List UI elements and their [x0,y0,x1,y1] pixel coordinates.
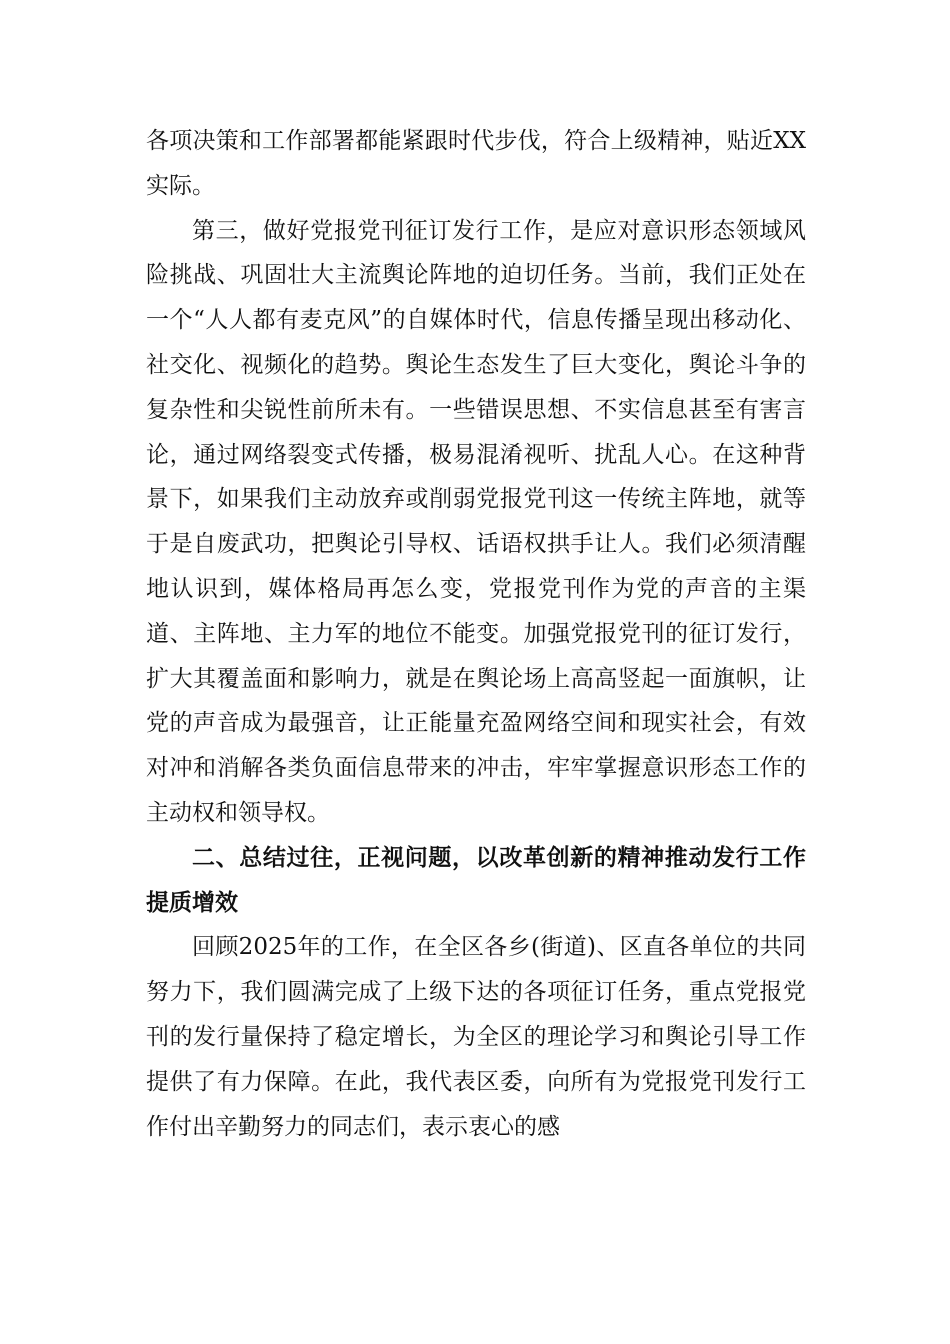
paragraph-third-point: 第三，做好党报党刊征订发行工作，是应对意识形态领域风险挑战、巩固壮大主流舆论阵地的迫切任务。当前，我们正处在一个“人人都有麦克风”的自媒体时代，信息传播呈现出移动化、社交化、视频化的趋势。舆论生态发生了巨大变化，舆论斗争的复杂性和尖锐性前所未有。一些错误思想、不实信息甚至有害言论，通过网络裂变式传播，极易混淆视听、扰乱人心。在这种背景下，如果我们主动放弃或削弱党报党刊这一传统主阵地，就等于是自废武功，把舆论引导权、话语权拱手让人。我们必须清醒地认识到，媒体格局再怎么变，党报党刊作为党的声音的主渠道、主阵地、主力军的地位不能变。加强党报党刊的征订发行，扩大其覆盖面和影响力，就是在舆论场上高高竖起一面旗帜，让党的声音成为最强音，让正能量充盈网络空间和现实社会，有效对冲和消解各类负面信息带来的冲击，牢牢掌握意识形态工作的主动权和领导权。 [146,217,806,826]
document-body [146,119,806,1149]
paragraph-continuation: 各项决策和工作部署都能紧跟时代步伐，符合上级精神，贴近XX实际。 [146,128,806,199]
paragraph-review: 回顾2025年的工作，在全区各乡(街道)、区直各单位的共同努力下，我们圆满完成了上级下达的各项征订任务，重点党报党刊的发行量保持了稳定增长，为全区的理论学习和舆论引导工作提供了有力保障。在此，我代表区委，向所有为党报党刊发行工作付出辛勤努力的同志们，表示衷心的感 [146,934,806,1140]
section-heading: 二、总结过往，正视问题，以改革创新的精神推动发行工作提质增效 [146,844,806,916]
